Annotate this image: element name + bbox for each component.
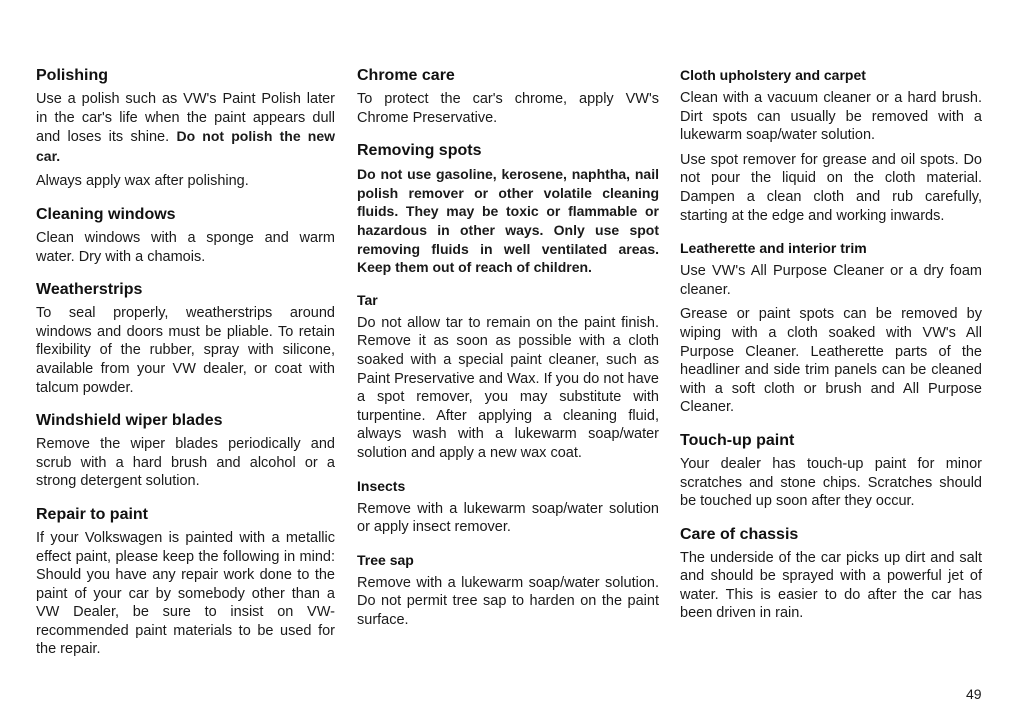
page-number: 49	[966, 686, 982, 702]
column-left	[36, 66, 335, 673]
heading-chrome-care: Chrome care	[357, 67, 455, 84]
touch-up-paint-paragraph: Your dealer has touch-up paint for minor scratches and stone chips. Scratches should be touched up soon after they occur.	[680, 455, 982, 510]
section-removing-spots	[357, 141, 659, 277]
section-leatherette	[680, 239, 982, 417]
heading-leatherette: Leatherette and interior trim	[680, 240, 867, 257]
column-middle	[357, 66, 659, 643]
heading-cleaning-windows: Cleaning windows	[36, 205, 176, 223]
section-care-of-chassis	[680, 525, 982, 623]
repair-paint-paragraph: If your Volkswagen is painted with a metallic effect paint, please keep the following in mind: Should you have any repair work done to the paint of your car by somebody other than a VW Dealer, be sure to insist on VW-recommended paint materials to be used for the repair.	[36, 529, 335, 658]
removing-spots-warning: Do not use gasoline, kerosene, naphtha, nail polish remover or other volatile cleaning fluids. They may be toxic or flammable or hazardous in other ways. Only use spot removing fluids in well ventilated areas. Keep them out of reach of children.	[357, 166, 659, 276]
heading-wiper-blades: Windshield wiper blades	[36, 412, 223, 430]
section-wiper-blades	[36, 411, 335, 491]
heading-repair-paint: Repair to paint	[36, 505, 149, 523]
care-of-chassis-paragraph: The underside of the car picks up dirt and salt and should be sprayed with a powerful jet of water. This is easier to do after the car has been driven in rain.	[680, 549, 982, 622]
heading-removing-spots: Removing spots	[357, 142, 482, 160]
tar-paragraph: Do not allow tar to remain on the paint finish. Remove it as soon as possible with a cloth soaked with a special paint cleaner, such as Paint Preservative and Wax. If you do not have a spot remover, you may substitute with turpentine. After applying a cleaning fluid, always wash with a lukewarm soap/water solution and apply a new wax coat.	[357, 314, 659, 461]
section-touch-up-paint	[680, 431, 982, 511]
leatherette-paragraph-2: Grease or paint spots can be removed by wiping with a cloth soaked with VW's All Purpose Cleaner. Leatherette parts of the headliner and side trim panels can be cleaned with a soft cloth or brush and All Purpose Cleaner.	[680, 306, 982, 416]
heading-polishing: Polishing	[36, 67, 108, 84]
section-cleaning-windows	[36, 205, 335, 266]
section-weatherstrips	[36, 280, 335, 397]
leatherette-paragraph-1: Use VW's All Purpose Cleaner or a dry foam cleaner.	[680, 263, 982, 298]
heading-touch-up-paint: Touch-up paint	[680, 431, 795, 449]
heading-cloth-upholstery: Cloth upholstery and carpet	[680, 67, 866, 83]
wiper-blades-paragraph: Remove the wiper blades periodically and scrub with a hard brush and alcohol or a strong detergent solution.	[36, 436, 335, 490]
section-polishing	[36, 66, 335, 191]
polishing-wax-paragraph: Always apply wax after polishing.	[36, 173, 249, 190]
section-repair-paint	[36, 505, 335, 659]
heading-weatherstrips: Weatherstrips	[36, 281, 143, 299]
insects-paragraph: Remove with a lukewarm soap/water solution or apply insect remover.	[357, 500, 659, 536]
heading-care-of-chassis: Care of chassis	[680, 525, 799, 543]
heading-tar: Tar	[357, 291, 378, 308]
section-chrome-care	[357, 66, 659, 127]
cloth-upholstery-paragraph-1: Clean with a vacuum cleaner or a hard brush. Dirt spots can usually be removed with a lukewarm soap/water solution.	[680, 90, 982, 144]
section-tar	[357, 291, 659, 463]
weatherstrips-paragraph: To seal properly, weatherstrips around windows and doors must be pliable. To retain flexibility of the rubber, spray with silicone, available from your VW dealer, or coat with talcum powder.	[36, 305, 335, 396]
heading-tree-sap: Tree sap	[357, 551, 414, 568]
chrome-care-paragraph: To protect the car's chrome, apply VW's Chrome Preservative.	[357, 91, 659, 126]
section-insects	[357, 477, 659, 537]
heading-insects: Insects	[357, 477, 406, 494]
polishing-text: Use a polish such as VW's Paint Polish later in the car's life when the paint appears dull and loses its shine.	[36, 91, 335, 146]
polishing-paragraph	[36, 90, 335, 166]
cleaning-windows-paragraph: Clean windows with a sponge and warm water. Dry with a chamois.	[36, 229, 335, 265]
section-cloth-upholstery	[680, 66, 982, 225]
column-right	[680, 66, 982, 637]
cloth-upholstery-paragraph-2: Use spot remover for grease and oil spots. Do not pour the liquid on the cloth material. Dampen a clean cloth and rub carefully, starting at the edge and working inwards.	[680, 151, 982, 224]
section-tree-sap	[357, 551, 659, 630]
polishing-warning: Do not polish the new car.	[36, 128, 336, 164]
tree-sap-paragraph: Remove with a lukewarm soap/water solution. Do not permit tree sap to harden on the paint surface.	[357, 574, 659, 628]
